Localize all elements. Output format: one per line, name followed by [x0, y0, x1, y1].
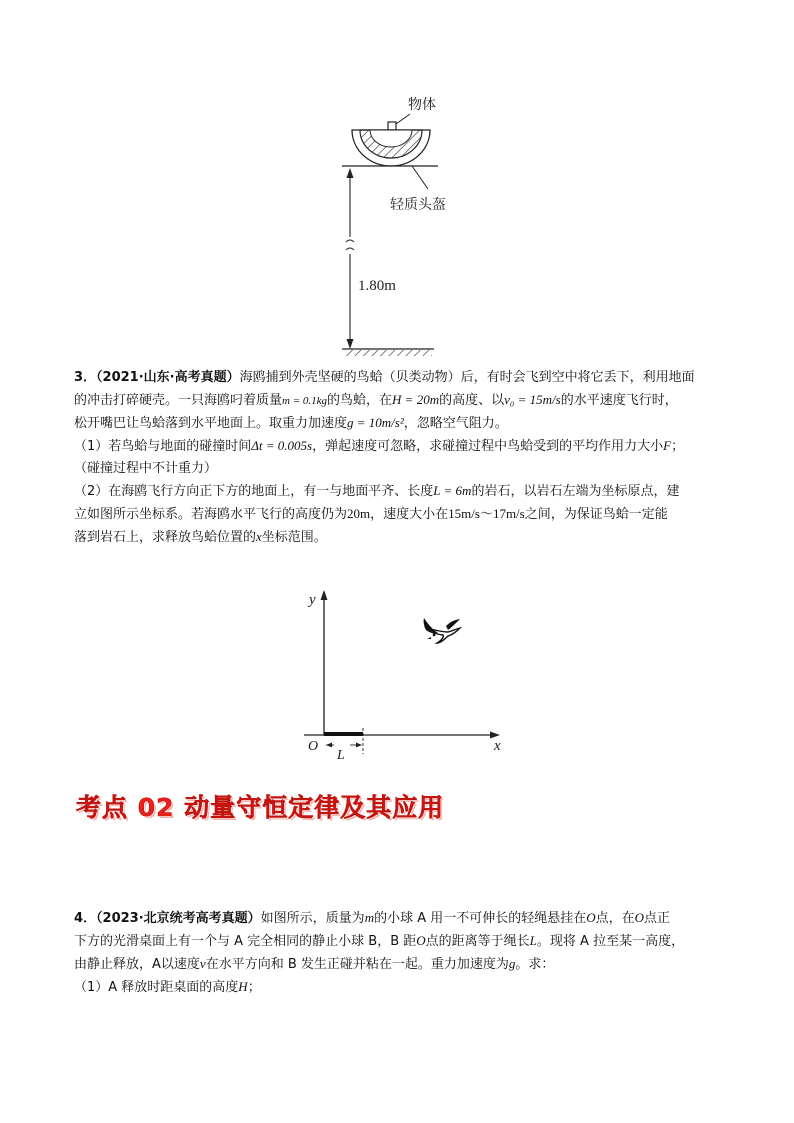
q3-part2e: 之间，为保证鸟蛤一定能: [524, 507, 668, 522]
q4-velocity-symbol: v: [199, 956, 206, 971]
q4-line2c: 。现将 A 拉至某一高度，: [536, 934, 685, 949]
q3-number: 3．: [74, 370, 97, 385]
q3-part2g: 坐标范围。: [261, 530, 327, 545]
q3-length-expr: L = 6m: [433, 483, 472, 498]
y-axis-label: y: [309, 592, 316, 608]
ground-hatch: [344, 350, 432, 356]
object-block: [388, 122, 396, 130]
q3-part2d: ，速度大小在: [370, 507, 449, 522]
q3-part2b: 的岩石，以岩石左端为坐标原点，建: [471, 484, 680, 499]
q4-line1d: 点正: [644, 911, 671, 926]
q3-part1c: ；: [671, 439, 685, 454]
question-3: [74, 367, 724, 549]
q4-part1b: ；: [247, 980, 261, 995]
q4-gravity-symbol: g: [508, 956, 516, 971]
q4-point-o-2: O: [634, 910, 645, 925]
q4-line1c: 点，在: [595, 911, 635, 926]
q4-mass-symbol: m: [364, 910, 375, 925]
q3-part1d: （碰撞过程中不计重力）: [74, 461, 218, 476]
q4-line1b: 的小球 A 用一不可伸长的轻绳悬挂在: [374, 911, 587, 926]
q4-length-symbol: L: [529, 933, 537, 948]
q3-x-symbol: x: [256, 529, 262, 544]
q3-force-symbol: F: [663, 438, 672, 453]
length-label: L: [337, 748, 345, 763]
q4-source: （2023·北京统考高考真题）: [96, 911, 261, 926]
q4-number: 4．: [74, 911, 97, 926]
seagull-icon: [424, 618, 460, 643]
q4-line3c: 。求：: [515, 957, 555, 972]
q3-part2f: 落到岩石上，求释放鸟蛤位置的: [74, 530, 257, 545]
q4-line3b: 在水平方向和 B 发生正碰并粘在一起。重力加速度为: [205, 957, 509, 972]
height-label: 1.80m: [358, 278, 396, 294]
q4-point-o-3: O: [416, 933, 426, 948]
q3-time-expr: Δt = 0.005s: [251, 438, 313, 453]
q4-height-symbol: H: [238, 979, 248, 994]
q3-line2c: 的高度、以: [439, 393, 505, 408]
q3-part1a: （1）若鸟蛤与地面的碰撞时间: [74, 439, 252, 454]
q3-line1: 海鸥捕到外壳坚硬的鸟蛤（贝类动物）后，有时会飞到空中将它丢下，利用地面: [239, 370, 695, 385]
q3-gravity-expr: g = 10m/s²: [347, 415, 404, 430]
q3-line2a: 的冲击打碎硬壳。一只海鸥叼着质量: [74, 393, 283, 408]
q3-height-20: 20m: [347, 506, 371, 521]
q3-speed-expr: v₀ = 15m/s: [504, 392, 561, 407]
section-heading-text: 考点 02 动量守恒定律及其应用: [76, 793, 445, 822]
q4-line2b: 点的距离等于绳长: [425, 934, 530, 949]
question-4: [74, 907, 724, 999]
q3-part2a: （2）在海鸥飞行方向正下方的地面上，有一与地面平齐、长度: [74, 484, 434, 499]
q3-speed-range: 15m/s～17m/s: [448, 506, 525, 521]
section-heading: [76, 788, 444, 824]
q4-line2a: 下方的光滑桌面上有一个与 A 完全相同的静止小球 B，B 距: [74, 934, 417, 949]
object-label: 物体: [408, 97, 436, 113]
q3-source: （2021·山东·高考真题）: [96, 370, 240, 385]
q3-line2d: 的水平速度飞行时，: [560, 393, 678, 408]
q4-part1a: （1）A 释放时距桌面的高度: [74, 980, 239, 995]
seagull-coordinate-figure: [298, 588, 518, 768]
q4-line1a: 如图所示，质量为: [260, 911, 365, 926]
q3-mass-expr: m = 0.1kg: [282, 395, 328, 407]
q3-part2c: 立如图所示坐标系。若海鸥水平飞行的高度仍为: [74, 507, 348, 522]
helmet-drop-figure: [330, 92, 470, 362]
helmet-label: 轻质头盔: [390, 197, 446, 213]
q3-height-expr: H = 20m: [392, 392, 440, 407]
q3-part1b: ，弹起速度可忽略，求碰撞过程中鸟蛤受到的平均作用力大小: [312, 439, 664, 454]
origin-label: O: [308, 739, 319, 754]
q4-point-o-1: O: [586, 910, 596, 925]
rock: [324, 732, 363, 736]
q3-line3b: ，忽略空气阻力。: [403, 416, 508, 431]
q3-line3a: 松开嘴巴让鸟蛤落到水平地面上。取重力加速度: [74, 416, 348, 431]
x-axis-label: x: [494, 738, 501, 754]
q3-line2b: 的鸟蛤，在: [327, 393, 393, 408]
q4-line3a: 由静止释放，A以速度: [74, 957, 200, 972]
